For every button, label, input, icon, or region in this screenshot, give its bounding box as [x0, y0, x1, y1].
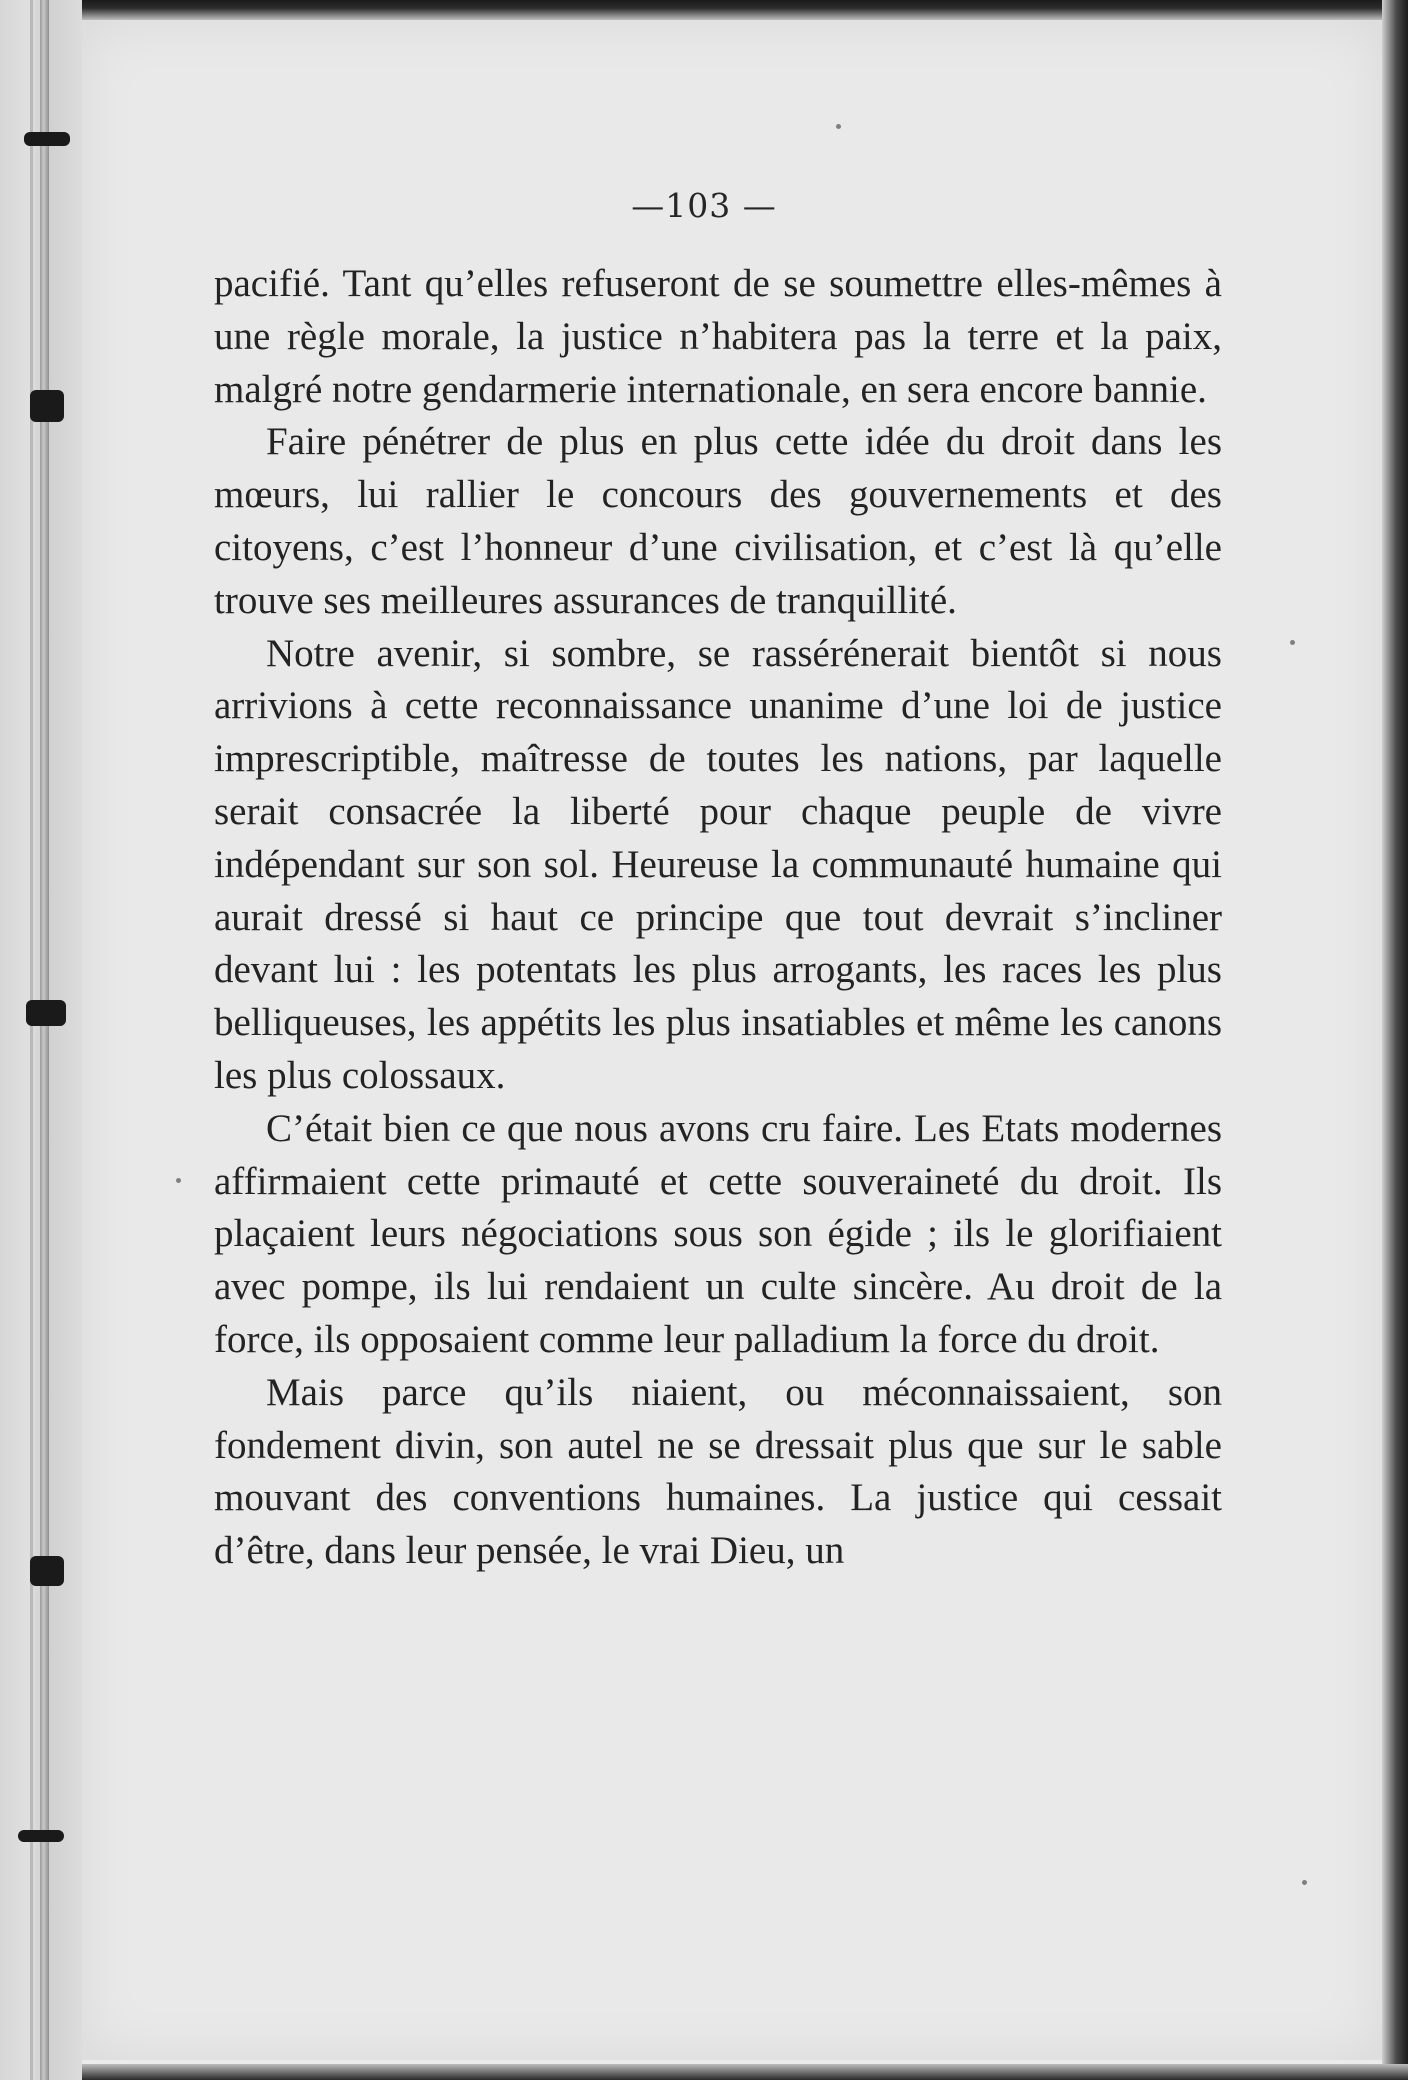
page-bottom-edge: [0, 2064, 1408, 2080]
binding-fold: [30, 0, 33, 2080]
paragraph: pacifié. Tant qu’elles refuseront de se soumettre elles-mêmes à une règle morale, la justice n’habitera pas la terre et la paix, malgré notre gendarmerie internationale, en sera encore bannie.: [214, 262, 1222, 411]
paragraph: Mais parce qu’ils niaient, ou méconnaissaient, son fondement divin, son autel ne se dressait plus que sur le sable mouvant des conventions humaines. La justice qui cessait d’être, dans leur pensée, le vrai Dieu, un: [214, 1370, 1222, 1573]
paper-speck: [836, 124, 841, 129]
paragraph: Notre avenir, si sombre, se rassérénerait bientôt si nous arrivions à cette reconnaissance unanime d’une loi de justice imprescriptible, maîtresse de toutes les nations, par laquelle serait consacrée la liberté pour chaque peuple de vivre indépendant sur son sol. Heureuse la communauté humaine qui aurait dressé si haut ce principe que tout devrait s’incliner devant lui : les potentats les plus arrogants, les races les plus belliqueuses, les appétits les plus insatiables et même les canons les plus colossaux.: [214, 631, 1222, 1097]
binding-stitch: [24, 132, 70, 146]
page-right-edge: [1382, 0, 1408, 2080]
binding-stitch: [18, 1830, 64, 1842]
binding-stitch: [30, 390, 64, 422]
page-top-edge: [0, 0, 1408, 20]
paragraph: C’était bien ce que nous avons cru faire. Les Etats modernes affirmaient cette primauté et cette souveraineté du droit. Ils plaçaient leurs négociations sous son égide ; ils le glorifiaient avec pompe, ils lui rendaient un culte sincère. Au droit de la force, ils opposaient comme leur palladium la force du droit.: [214, 1106, 1222, 1361]
page-number: —103 —: [631, 186, 777, 225]
binding-spine: [40, 0, 49, 2080]
paper-speck: [1290, 640, 1295, 645]
book-binding: [0, 0, 82, 2080]
binding-stitch: [30, 1556, 64, 1586]
binding-stitch: [26, 1000, 66, 1026]
paper-speck: [176, 1178, 181, 1183]
paper-speck: [1302, 1880, 1307, 1885]
body-text: [214, 258, 1222, 1578]
paragraph: Faire pénétrer de plus en plus cette idée du droit dans les mœurs, lui rallier le concours des gouvernements et des citoyens, c’est l’honneur d’une civilisation, et c’est là qu’elle trouve ses meilleures assurances de tranquillité.: [214, 420, 1222, 622]
